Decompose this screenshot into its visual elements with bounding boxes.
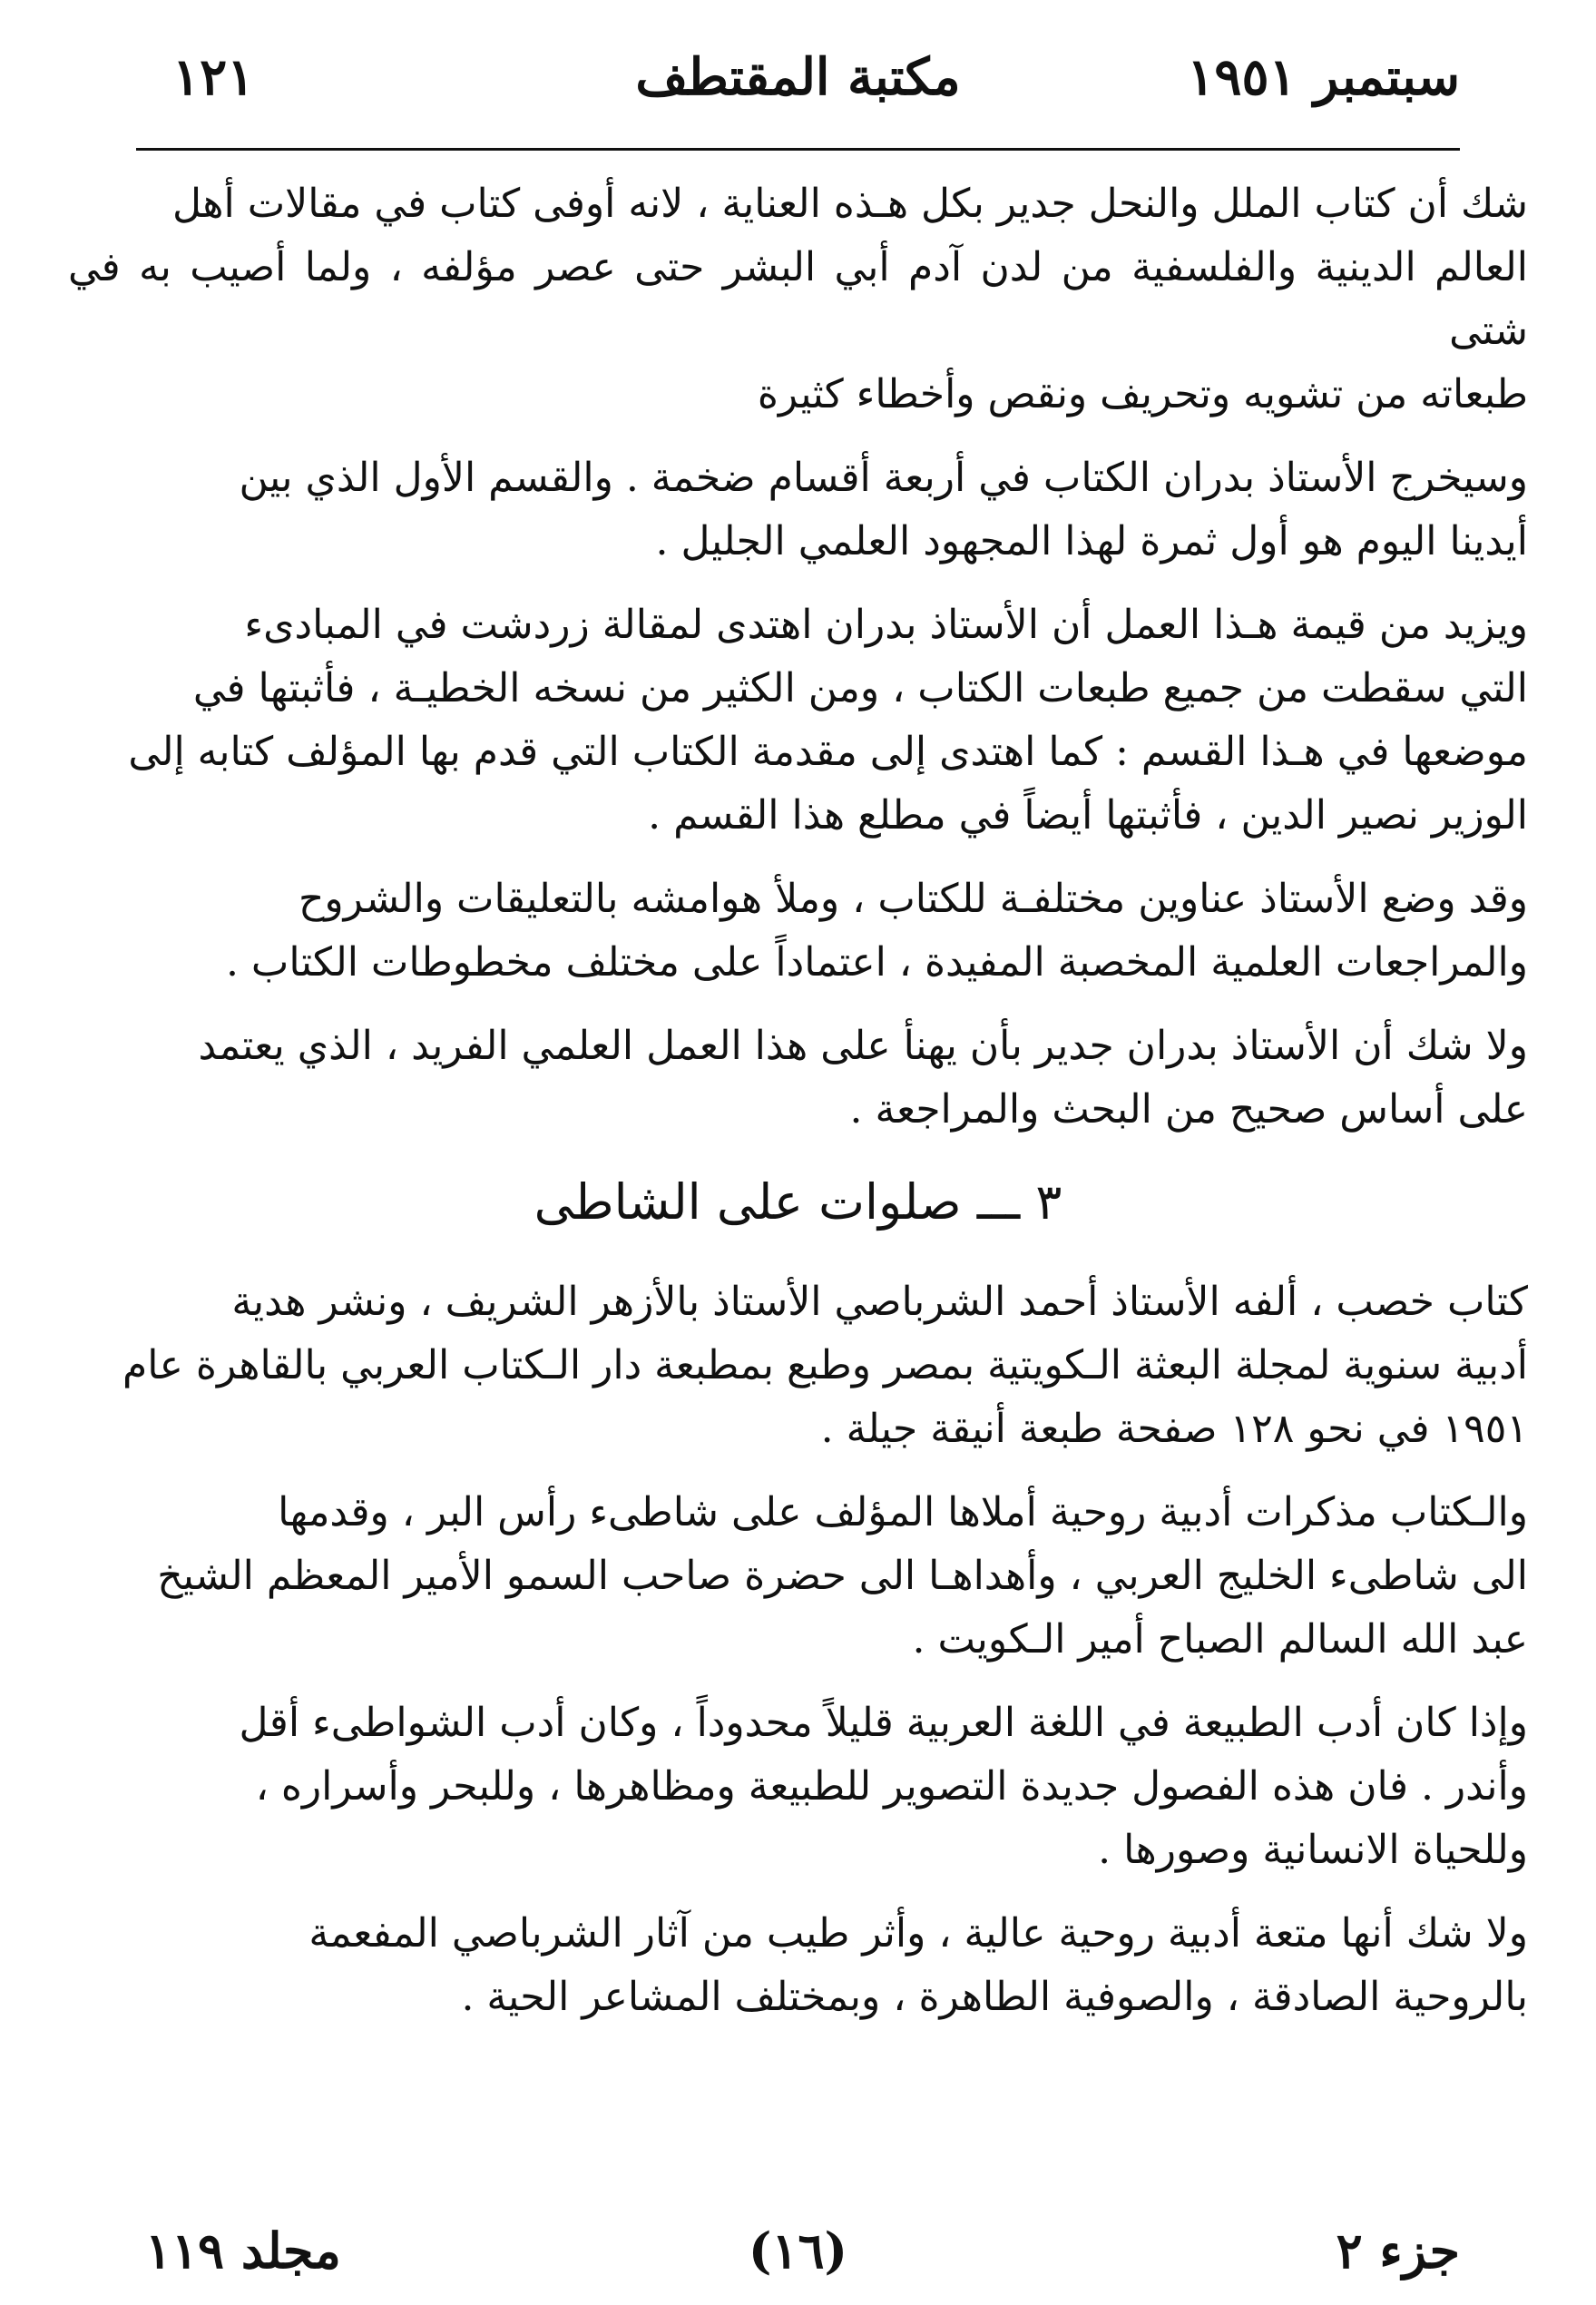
text-line: والمراجعات العلمية المخصبة المفيدة ، اعتماداً على مختلف مخطوطات الكتاب . — [225, 939, 1528, 986]
paragraph-group-after-section — [68, 1270, 1528, 2029]
text-line: وأندر . فان هذه الفصول جديدة التصوير للطبيعة ومظاهرها ، وللبحر وأسراره ، — [255, 1763, 1528, 1810]
text-line: وللحياة الانسانية وصورها . — [1098, 1827, 1528, 1873]
text-line: شك أن كتاب الملل والنحل جدير بكل هـذه العناية ، لانه أوفى كتاب في مقالات أهل — [171, 181, 1528, 227]
text-line: وإذا كان أدب الطبيعة في اللغة العربية قليلاً محدوداً ، وكان أدب الشواطىء أقل — [239, 1700, 1528, 1746]
paragraph — [68, 446, 1528, 574]
paragraph — [68, 172, 1528, 427]
text-line: الوزير نصير الدين ، فأثبتها أيضاً في مطلع هذا القسم . — [648, 792, 1528, 839]
text-line: التي سقطت من جميع طبعات الكتاب ، ومن الكثير من نسخه الخطيـة ، فأثبتها في — [192, 665, 1528, 711]
text-line: كتاب خصب ، ألفه الأستاذ أحمد الشرباصي الأستاذ بالأزهر الشريف ، ونشر هدية — [231, 1279, 1528, 1325]
paragraph — [68, 1481, 1528, 1672]
paragraph — [68, 1270, 1528, 1461]
text-line: وقد وضع الأستاذ عناوين مختلفـة للكتاب ، وملأ هوامشه بالتعليقات والشروح — [299, 876, 1528, 922]
text-line: الى شاطىء الخليج العربي ، وأهداهـا الى حضرة صاحب السمو الأمير المعظم الشيخ — [157, 1553, 1528, 1599]
page-header — [136, 36, 1460, 118]
page-footer — [136, 2214, 1460, 2287]
footer-signature: (١٦) — [748, 2222, 848, 2280]
text-line: ويزيد من قيمة هـذا العمل أن الأستاذ بدران اهتدى لمقالة زردشت في المبادىء — [244, 602, 1528, 648]
text-line: أدبية سنوية لمجلة البعثة الـكويتية بمصر وطبع بمطبعة دار الـكتاب العربي بالقاهرة عام — [122, 1342, 1528, 1388]
header-date: سبتمبر ١٩٥١ — [1187, 47, 1460, 107]
text-line: طبعاته من تشويه وتحريف ونقص وأخطاء كثيرة — [757, 371, 1528, 417]
paragraph-group-before-section — [68, 172, 1528, 1142]
text-line: ١٩٥١ في نحو ١٢٨ صفحة طبعة أنيقة جيلة . — [820, 1406, 1528, 1452]
text-line: عبد الله السالم الصباح أمير الـكويت . — [912, 1616, 1528, 1663]
paragraph — [68, 1692, 1528, 1882]
footer-volume: مجلد ١١٩ — [145, 2222, 341, 2280]
paragraph — [68, 1015, 1528, 1142]
paragraph — [68, 593, 1528, 848]
header-page-number: ١٢١ — [172, 47, 255, 107]
text-line: ولا شك أنها متعة أدبية روحية عالية ، وأثر طيب من آثار الشرباصي المفعمة — [308, 1910, 1528, 1957]
text-line: وسيخرج الأستاذ بدران الكتاب في أربعة أقسام ضخمة . والقسم الأول الذي بين — [239, 455, 1528, 501]
text-line: على أساس صحيح من البحث والمراجعة . — [849, 1086, 1528, 1133]
page-body — [68, 172, 1528, 2049]
text-line: والـكتاب مذكرات أدبية روحية أملاها المؤلف على شاطىء رأس البر ، وقدمها — [278, 1489, 1528, 1535]
paragraph — [68, 1902, 1528, 2029]
text-line: بالروحية الصادقة ، والصوفية الطاهرة ، وبمختلف المشاعر الحية . — [461, 1974, 1528, 2020]
text-line: العالم الدينية والفلسفية من لدن آدم أبي البشر حتى عصر مؤلفه ، ولما أصيب به في شتى — [68, 244, 1528, 354]
text-line: ولا شك أن الأستاذ بدران جدير بأن يهنأ على هذا العمل العلمي الفريد ، الذي يعتمد — [198, 1023, 1528, 1069]
header-rule — [136, 148, 1460, 151]
footer-part: جزء ٢ — [1336, 2222, 1460, 2280]
section-title: ٣ ـــ صلوات على الشاطى — [534, 1173, 1062, 1231]
text-line: أيدينا اليوم هو أول ثمرة لهذا المجهود العلمي الجليل . — [655, 518, 1528, 564]
header-title: مكتبة المقتطف — [635, 47, 961, 107]
text-line: موضعها في هـذا القسم : كما اهتدى إلى مقدمة الكتاب التي قدم بها المؤلف كتابه إلى — [128, 729, 1528, 775]
paragraph — [68, 868, 1528, 995]
